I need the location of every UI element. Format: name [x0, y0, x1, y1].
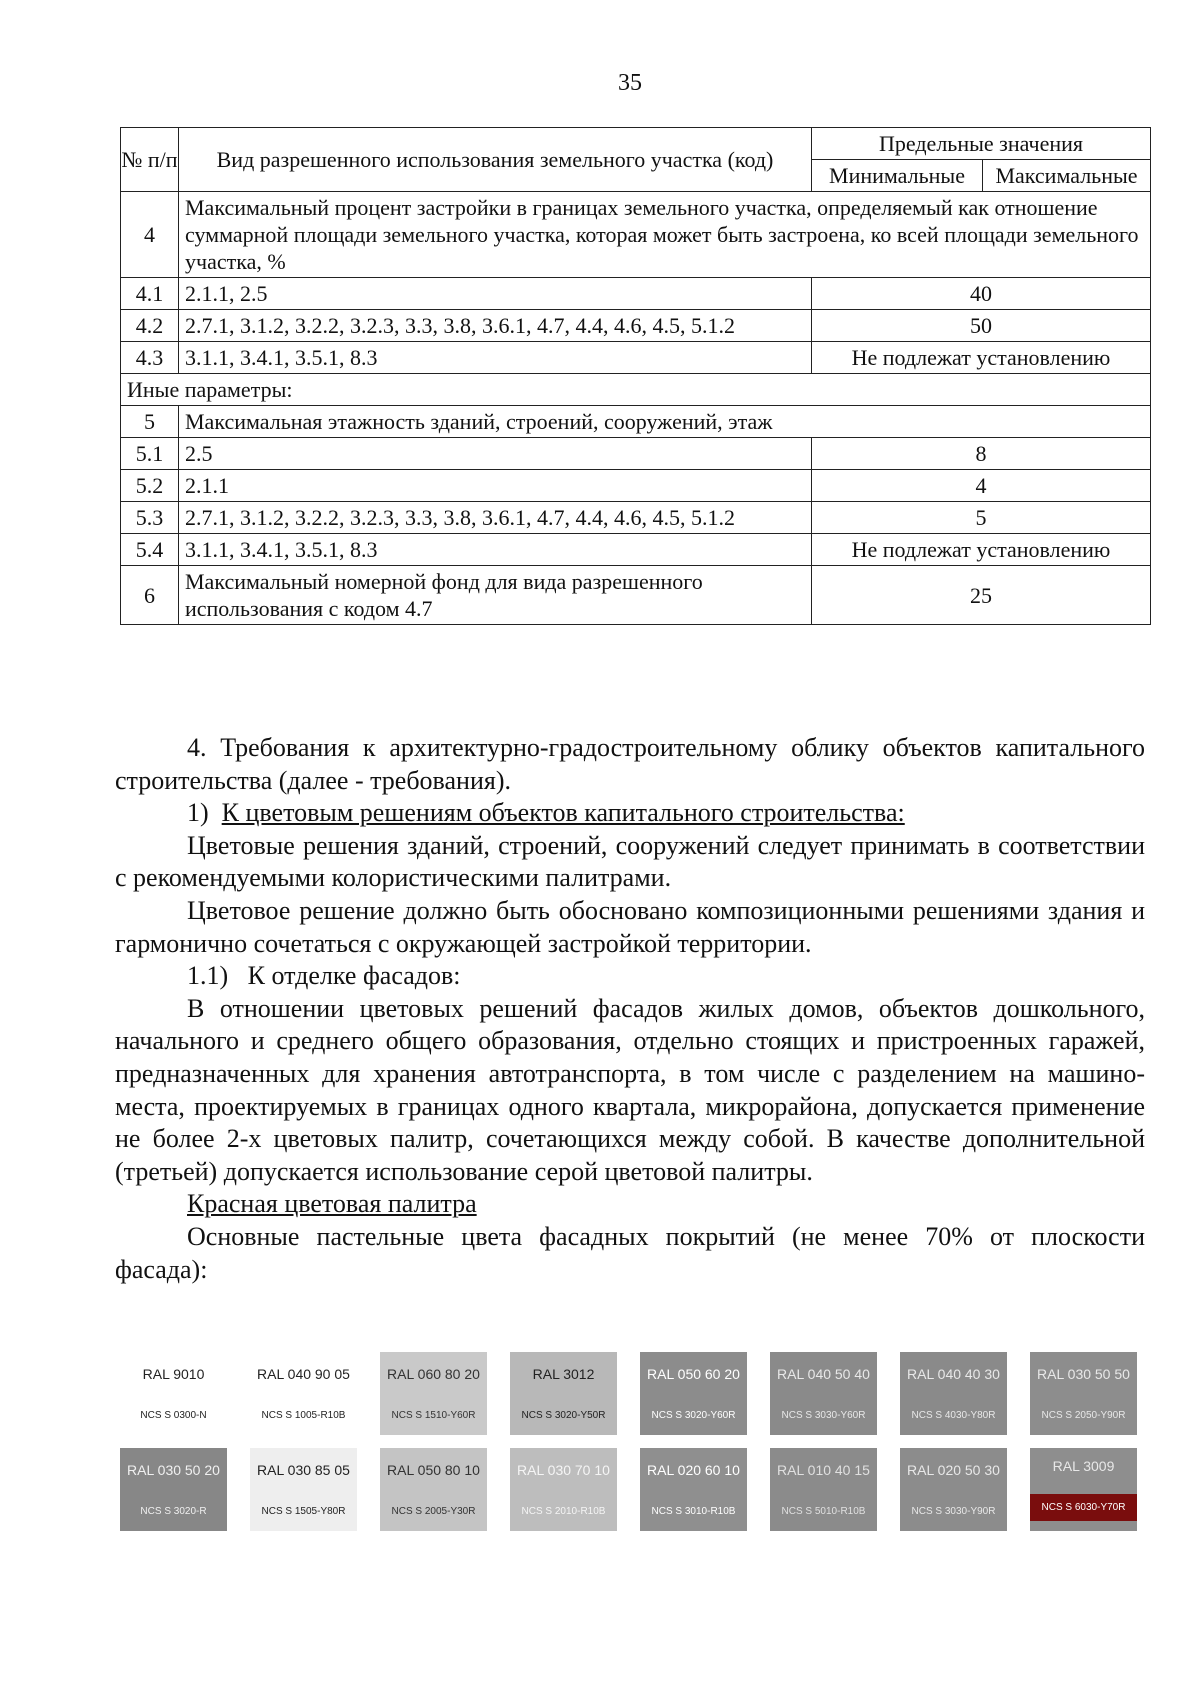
swatch-ral-code: RAL 060 80 20	[387, 1366, 480, 1382]
color-swatch	[900, 1352, 1007, 1435]
color-swatches	[120, 1352, 1140, 1544]
row-num: 5.2	[121, 470, 179, 502]
table-row	[121, 566, 1151, 625]
row-value: 4	[812, 470, 1151, 502]
swatch-ral-code: RAL 9010	[142, 1366, 205, 1382]
header-limits: Предельные значения	[812, 128, 1151, 160]
swatch-ncs-code: NCS S 2050-Y90R	[1041, 1410, 1126, 1421]
table-row	[121, 310, 1151, 342]
swatch-ncs-code: NCS S 5010-R10B	[781, 1506, 866, 1517]
swatch-ral-code: RAL 050 60 20	[647, 1366, 740, 1382]
swatch-ncs-code: NCS S 3020-R	[140, 1506, 207, 1517]
row-code: 2.1.1, 2.5	[179, 278, 812, 310]
swatch-ncs-code: NCS S 6030-Y70R	[1030, 1494, 1137, 1521]
header-max: Максимальные	[983, 160, 1151, 192]
row-num: 5.1	[121, 438, 179, 470]
paragraph-color-heading	[115, 797, 1145, 830]
color-swatch	[250, 1352, 357, 1435]
color-swatch	[1030, 1448, 1137, 1531]
swatch-ral-code: RAL 3012	[532, 1366, 595, 1382]
table-header-row	[121, 128, 1151, 160]
table-row	[121, 470, 1151, 502]
swatch-ncs-code: NCS S 0300-N	[140, 1410, 207, 1421]
swatch-ncs-code: NCS S 3030-Y60R	[781, 1410, 866, 1421]
swatch-ral-code: RAL 050 80 10	[387, 1462, 480, 1478]
color-swatch	[640, 1352, 747, 1435]
swatch-ral-code: RAL 030 70 10	[517, 1462, 610, 1478]
row-text: Максимальный процент застройки в границах земельного участка, определяемый как отношение суммарной площади земельного участка, которая может быть застроена, ко всей площади земельного участка, %	[179, 192, 1151, 278]
swatch-ral-code: RAL 020 50 30	[907, 1462, 1000, 1478]
swatch-row	[120, 1448, 1140, 1531]
row-num: 5	[121, 406, 179, 438]
row-num: 6	[121, 566, 179, 625]
table-row	[121, 438, 1151, 470]
color-swatch	[1030, 1352, 1137, 1435]
paragraph-requirements: 4. Требования к архитектурно-градостроительному облику объектов капитального строительства (далее - требования).	[115, 733, 1145, 795]
color-swatch	[380, 1448, 487, 1531]
row-code: 2.7.1, 3.1.2, 3.2.2, 3.2.3, 3.3, 3.8, 3.6.1, 4.7, 4.4, 4.6, 4.5, 5.1.2	[179, 502, 812, 534]
section-label: Иные параметры:	[121, 374, 1151, 406]
color-swatch	[120, 1448, 227, 1531]
color-swatch	[770, 1352, 877, 1435]
row-num: 4	[121, 192, 179, 278]
table-row	[121, 278, 1151, 310]
row-value: 25	[812, 566, 1151, 625]
row-num: 4.1	[121, 278, 179, 310]
paragraph-facade-rules: В отношении цветовых решений фасадов жилых домов, объектов дошкольного, начального и среднего общего образования, отдельно стоящих и пристроенных гаражей, предназначенных для хранения автотранспорта, в том числе с разделением на машино-места, проектируемых в границах одного квартала, микрорайона, допускается применение не более 2-х цветовых палитр, сочетающихся между собой. В качестве дополнительной (третьей) допускается использование серой цветовой палитры.	[115, 993, 1145, 1186]
color-swatch	[510, 1448, 617, 1531]
row-value: Не подлежат установлению	[812, 534, 1151, 566]
row-code: 2.1.1	[179, 470, 812, 502]
color-swatch	[250, 1448, 357, 1531]
parameters-table	[120, 127, 1151, 625]
table-row	[121, 502, 1151, 534]
color-swatch	[640, 1448, 747, 1531]
swatch-ral-code: RAL 040 40 30	[907, 1366, 1000, 1382]
swatch-ncs-code: NCS S 3010-R10B	[651, 1506, 736, 1517]
color-swatch	[770, 1448, 877, 1531]
swatch-ral-code: RAL 030 50 50	[1037, 1366, 1130, 1382]
header-num: № п/п	[121, 128, 179, 192]
row-code: 3.1.1, 3.4.1, 3.5.1, 8.3	[179, 534, 812, 566]
swatch-ral-code: RAL 030 85 05	[257, 1462, 350, 1478]
page-number: 35	[618, 70, 642, 96]
row-value: 50	[812, 310, 1151, 342]
swatch-ral-code: RAL 020 60 10	[647, 1462, 740, 1478]
body-text	[115, 732, 1145, 1286]
paragraph-facade-heading: 1.1) К отделке фасадов:	[187, 961, 461, 991]
color-swatch	[510, 1352, 617, 1435]
row-text: Максимальная этажность зданий, строений, сооружений, этаж	[179, 406, 1151, 438]
red-palette-heading	[115, 1188, 1145, 1221]
row-code: 3.1.1, 3.4.1, 3.5.1, 8.3	[179, 342, 812, 374]
red-palette-title: Красная цветовая палитра	[187, 1189, 477, 1219]
swatch-ncs-code: NCS S 2010-R10B	[521, 1506, 606, 1517]
row-code: 2.5	[179, 438, 812, 470]
color-heading-number: 1)	[187, 798, 209, 828]
table-row	[121, 534, 1151, 566]
table-section-row	[121, 374, 1151, 406]
swatch-ral-code: RAL 3009	[1052, 1458, 1115, 1474]
color-heading-text: К цветовым решениям объектов капитального строительства:	[221, 798, 905, 828]
swatch-ral-code: RAL 040 50 40	[777, 1366, 870, 1382]
paragraph-color-palettes: Цветовые решения зданий, строений, сооружений следует принимать в соответствии с рекомендуемыми колористическими палитрами.	[115, 830, 1145, 893]
table-row	[121, 192, 1151, 278]
row-code: 2.7.1, 3.1.2, 3.2.2, 3.2.3, 3.3, 3.8, 3.6.1, 4.7, 4.4, 4.6, 4.5, 5.1.2	[179, 310, 812, 342]
header-type: Вид разрешенного использования земельного участка (код)	[179, 128, 812, 192]
color-swatch	[900, 1448, 1007, 1531]
paragraph-pastel-colors: Основные пастельные цвета фасадных покрытий (не менее 70% от плоскости фасада):	[115, 1221, 1145, 1284]
row-code: Максимальный номерной фонд для вида разрешенного использования с кодом 4.7	[179, 566, 812, 625]
swatch-ral-code: RAL 040 90 05	[257, 1366, 350, 1382]
swatch-ral-code: RAL 030 50 20	[127, 1462, 220, 1478]
row-value: 8	[812, 438, 1151, 470]
row-num: 4.2	[121, 310, 179, 342]
swatch-ncs-code: NCS S 4030-Y80R	[911, 1410, 996, 1421]
row-num: 5.3	[121, 502, 179, 534]
swatch-ncs-code: NCS S 2005-Y30R	[391, 1506, 476, 1517]
color-swatch	[120, 1352, 227, 1435]
swatch-row	[120, 1352, 1140, 1435]
swatch-ncs-code: NCS S 1510-Y60R	[391, 1410, 476, 1421]
row-value: Не подлежат установлению	[812, 342, 1151, 374]
table-row	[121, 406, 1151, 438]
header-min: Минимальные	[812, 160, 983, 192]
swatch-ncs-code: NCS S 3030-Y90R	[911, 1506, 996, 1517]
swatch-ncs-code: NCS S 3020-Y60R	[651, 1410, 736, 1421]
row-num: 5.4	[121, 534, 179, 566]
color-swatch	[380, 1352, 487, 1435]
swatch-ral-code: RAL 010 40 15	[777, 1462, 870, 1478]
row-num: 4.3	[121, 342, 179, 374]
paragraph-color-justification: Цветовое решение должно быть обосновано композиционными решениями здания и гармонично сочетаться с окружающей застройкой территории.	[115, 895, 1145, 958]
swatch-ncs-code: NCS S 3020-Y50R	[521, 1410, 606, 1421]
table-row	[121, 342, 1151, 374]
row-value: 40	[812, 278, 1151, 310]
row-value: 5	[812, 502, 1151, 534]
swatch-ncs-code: NCS S 1505-Y80R	[261, 1506, 346, 1517]
swatch-ncs-code: NCS S 1005-R10B	[261, 1410, 346, 1421]
